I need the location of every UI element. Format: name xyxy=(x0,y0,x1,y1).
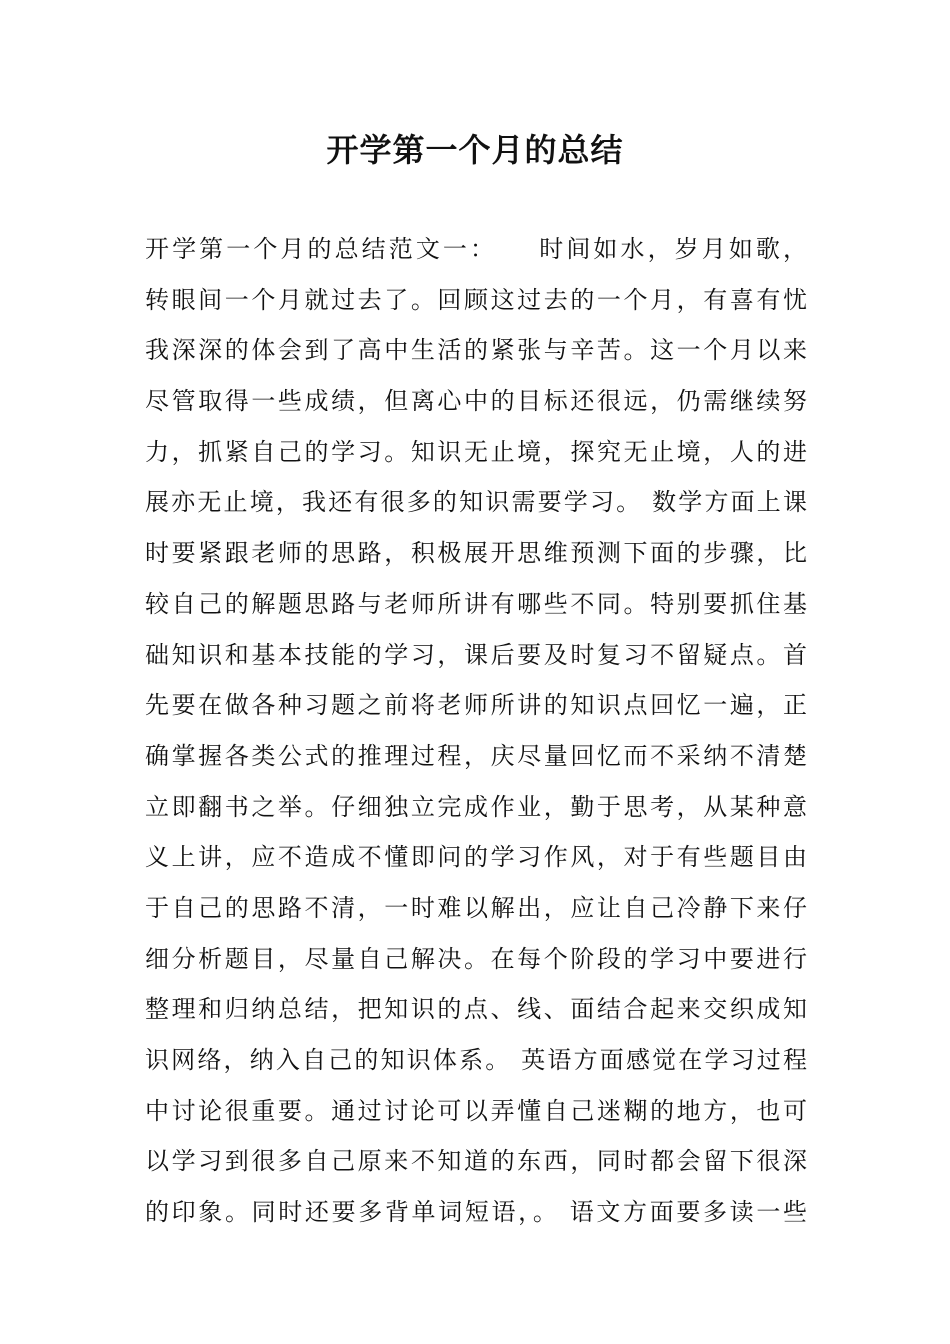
body-line: 较自己的解题思路与老师所讲有哪些不同。特别要抓住基 xyxy=(145,589,807,618)
body-line: 展亦无止境，我还有很多的知识需要学习。 数学方面上课 xyxy=(145,488,807,517)
body-line: 转眼间一个月就过去了。回顾这过去的一个月，有喜有忧 xyxy=(145,285,807,314)
body-line: 时要紧跟老师的思路，积极展开思维预测下面的步骤，比 xyxy=(145,539,807,568)
body-line: 于自己的思路不清，一时难以解出，应让自己冷静下来仔 xyxy=(145,893,807,922)
body-line: 以学习到很多自己原来不知道的东西，同时都会留下很深 xyxy=(145,1147,807,1176)
body-line: 础知识和基本技能的学习，课后要及时复习不留疑点。首 xyxy=(145,640,807,669)
body-line: 立即翻书之举。仔细独立完成作业，勤于思考，从某种意 xyxy=(145,792,807,821)
body-line: 确掌握各类公式的推理过程，庆尽量回忆而不采纳不清楚 xyxy=(145,741,807,770)
body-line: 细分析题目，尽量自己解决。在每个阶段的学习中要进行 xyxy=(145,944,807,973)
body-line: 先要在做各种习题之前将老师所讲的知识点回忆一遍，正 xyxy=(145,691,807,720)
body-line: 义上讲，应不造成不懂即问的学习作风，对于有些题目由 xyxy=(145,843,807,872)
body-line: 开学第一个月的总结范文一： 时间如水，岁月如歌， xyxy=(145,235,807,263)
body-line: 整理和归纳总结，把知识的点、线、面结合起来交织成知 xyxy=(145,995,807,1024)
body-line: 我深深的体会到了高中生活的紧张与辛苦。这一个月以来 xyxy=(145,336,807,365)
document-body xyxy=(145,224,807,1238)
body-line: 识网络，纳入自己的知识体系。 英语方面感觉在学习过程 xyxy=(145,1046,807,1074)
body-line: 尽管取得一些成绩，但离心中的目标还很远，仍需继续努 xyxy=(145,387,807,416)
body-line: 的印象。同时还要多背单词短语，。 语文方面要多读一些 xyxy=(145,1198,807,1227)
body-line: 中讨论很重要。通过讨论可以弄懂自己迷糊的地方，也可 xyxy=(145,1096,807,1125)
document-title: 开学第一个月的总结 xyxy=(326,131,624,169)
body-line: 力，抓紧自己的学习。知识无止境，探究无止境，人的进 xyxy=(145,437,807,466)
